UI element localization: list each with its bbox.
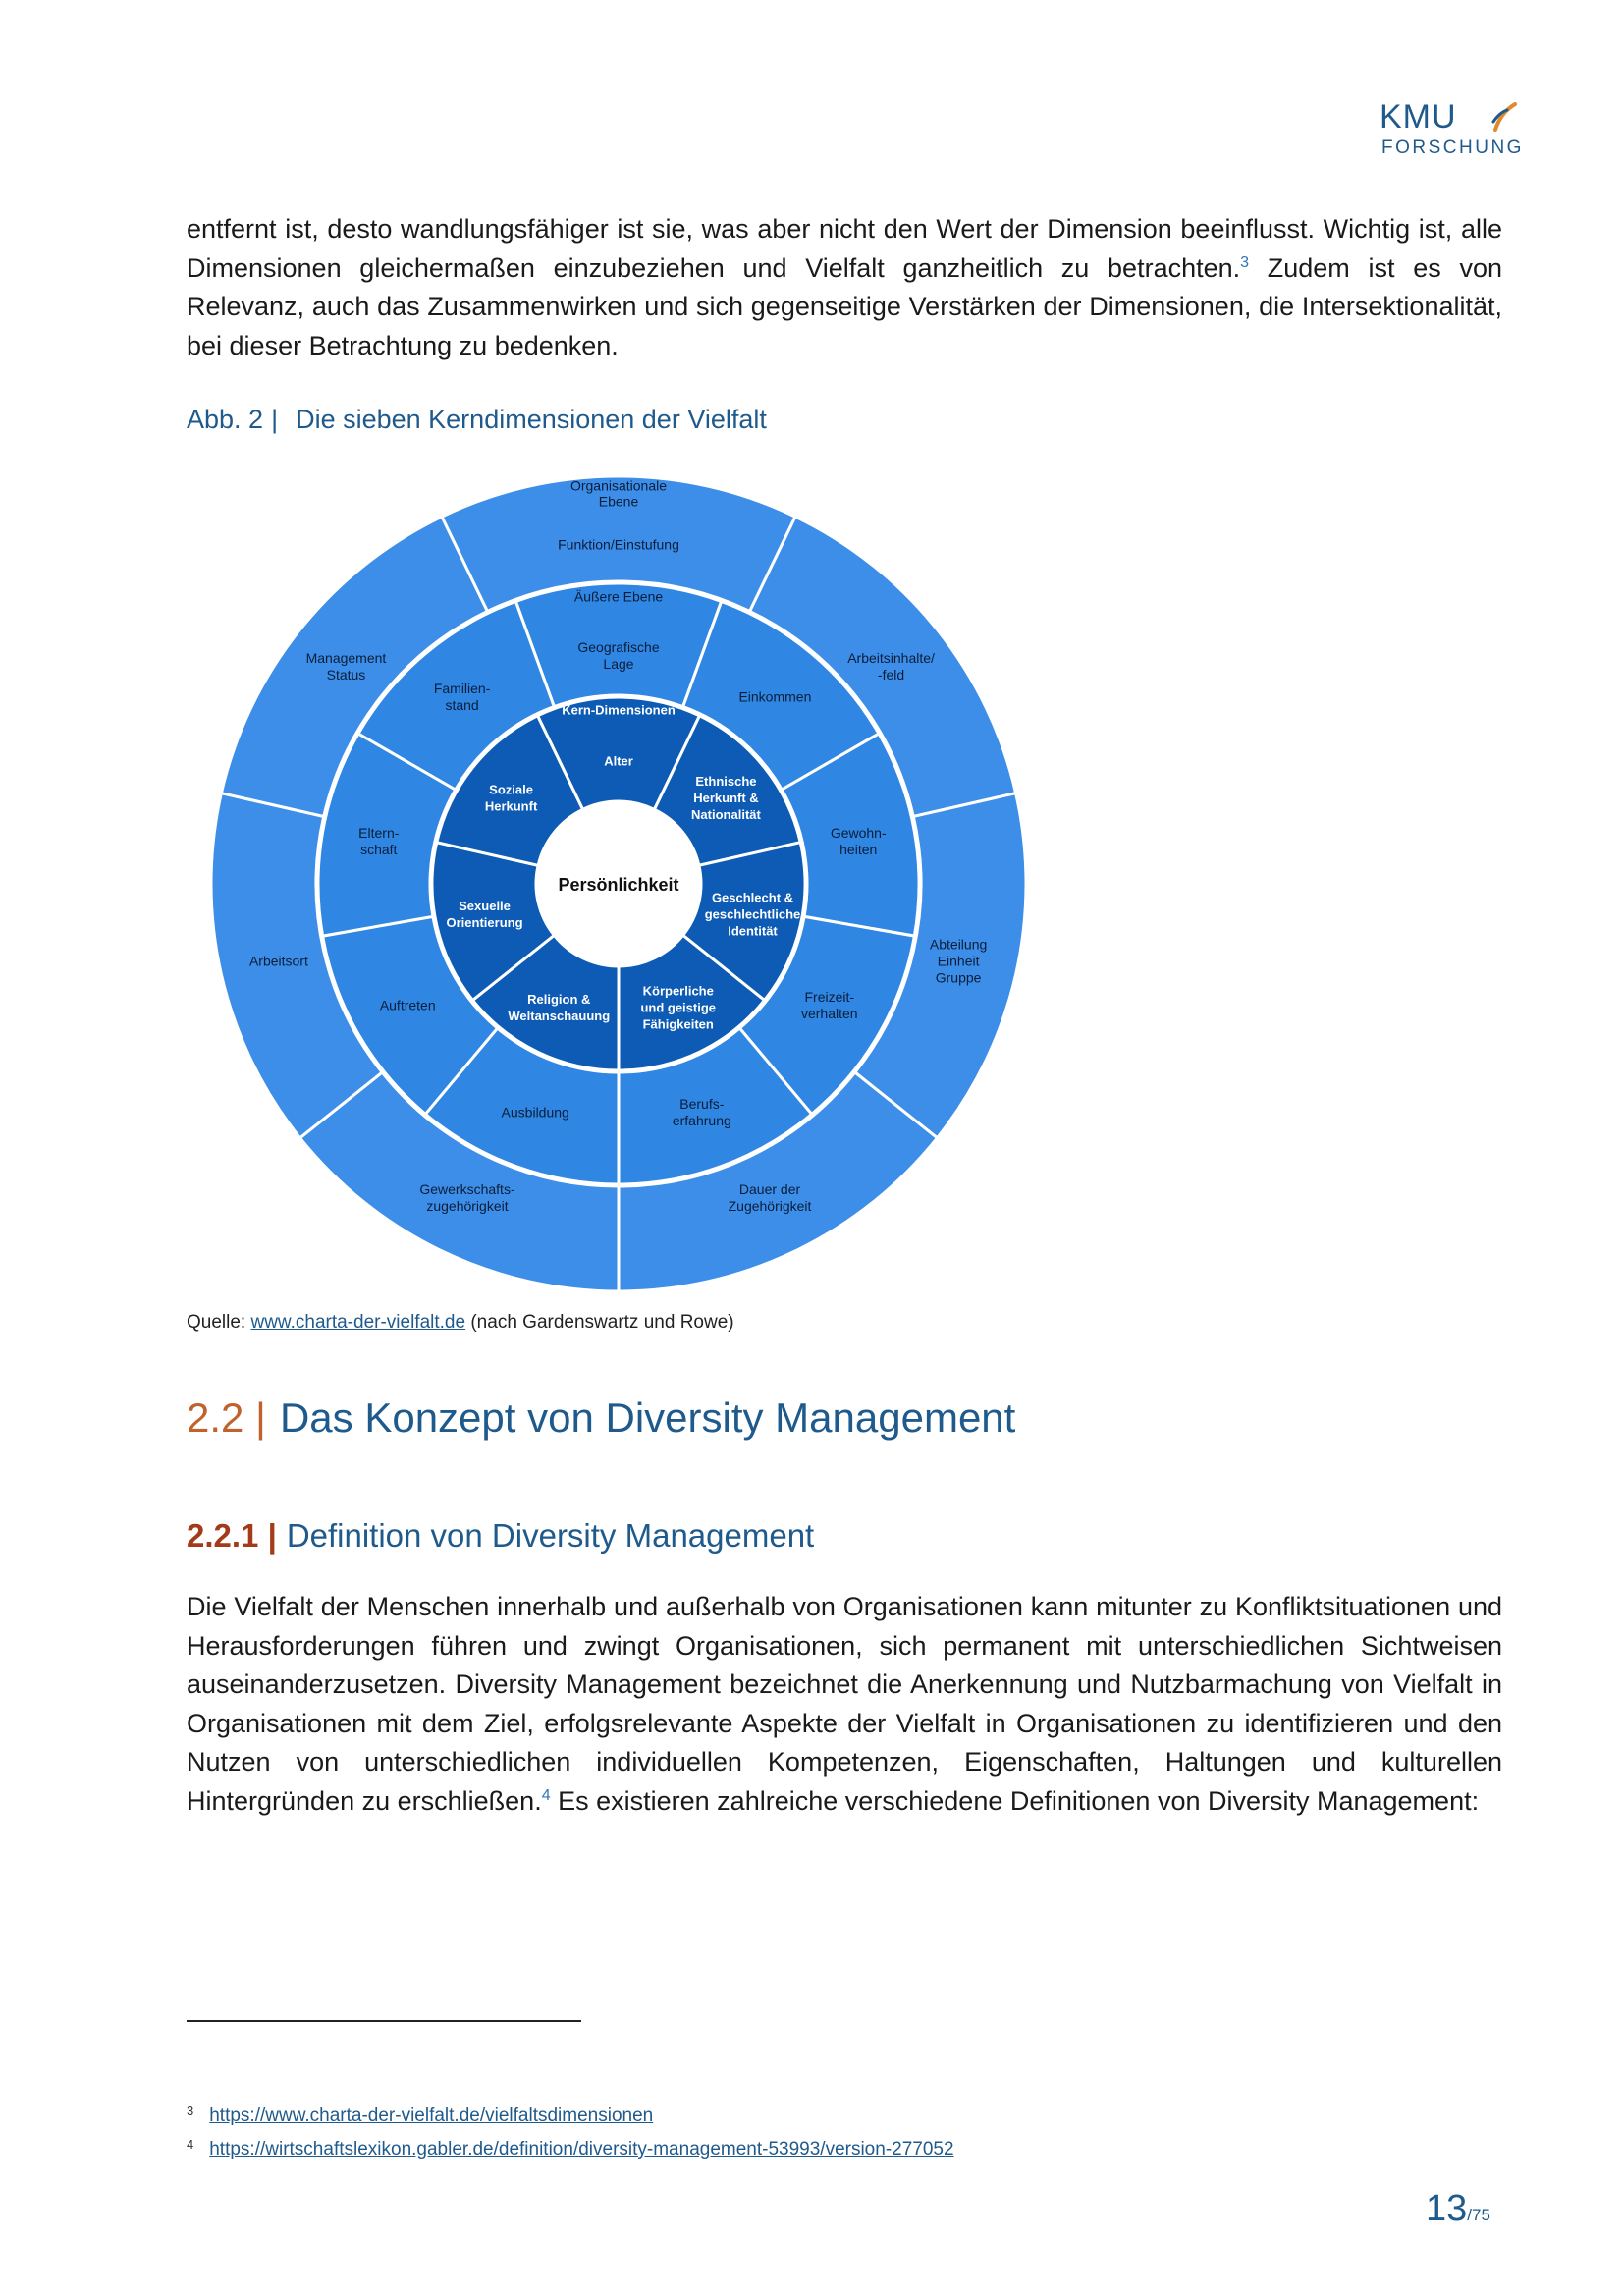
page-total: /75 xyxy=(1467,2206,1490,2224)
middle-ring-label: Geografische Lage xyxy=(577,639,660,673)
outer-ring-label: Arbeitsort xyxy=(248,953,308,969)
figure-label: Abb. 2 xyxy=(187,405,264,434)
inner-ring-label: Sexuelle Orientierung xyxy=(446,898,523,930)
body-text-1: Die Vielfalt der Menschen innerhalb und außerhalb von Organisationen kann mitunter zu Konfliktsituationen und Herausforderungen führen und zwingt Organisationen, sich permanent mit unterschiedlichen Sichtweisen auseinanderzusetzen. Diversity Management bezeichnet die Anerkennung und Nutzbarmachung von Vielfalt in Organisationen mit dem Ziel, erfolgsrelevante Aspekte der Vielfalt in Organisationen zu identifizieren und den Nutzen von unterschiedlichen individuellen Kompetenzen, Eigenschaften, Haltungen und kulturellen Hintergründen zu erschließen. xyxy=(187,1592,1502,1816)
footnote-link[interactable]: https://www.charta-der-vielfalt.de/vielfaltsdimensionen xyxy=(209,2105,654,2126)
inner-ring-title: Kern-Dimensionen xyxy=(562,702,676,718)
footnote-divider xyxy=(187,2020,581,2022)
logo-swoosh-icon xyxy=(1491,102,1517,132)
footnote-number: 4 xyxy=(187,2137,194,2152)
footnote-link[interactable]: https://wirtschaftslexikon.gabler.de/definition/diversity-management-53993/version-277052 xyxy=(209,2139,954,2159)
inner-ring-label: Soziale Herkunft xyxy=(484,782,538,814)
inner-ring-label: Körperliche und geistige Fähigkeiten xyxy=(640,983,717,1032)
outer-ring-label: Arbeitsinhalte/ -feld xyxy=(847,649,935,683)
middle-ring-title: Äußere Ebene xyxy=(573,588,664,605)
section-title: Das Konzept von Diversity Management xyxy=(279,1394,1016,1441)
body-text-2: Es existieren zahlreiche verschiedene Definitionen von Diversity Management: xyxy=(550,1785,1480,1816)
inner-ring-label: Religion & Weltanschauung xyxy=(508,991,611,1023)
footnote-ref-3[interactable]: 3 xyxy=(1240,253,1250,271)
middle-ring-label: Eltern-schaft xyxy=(358,825,400,858)
body-paragraph xyxy=(187,1588,1502,1821)
logo-main-text: KMU xyxy=(1380,98,1457,136)
outer-ring-label: Gewerkschafts-zugehörigkeit xyxy=(419,1181,515,1215)
middle-ring-label: Familien-stand xyxy=(433,681,491,714)
intro-text-1: entfernt ist, desto wandlungsfähiger ist sie, was aber nicht den Wert der Dimension beeinflusst. Wichtig ist, alle Dimensionen gleichermaßen einzubeziehen und Vielfalt ganzheitlich zu betrachten. xyxy=(187,214,1502,283)
logo-sub-text: FORSCHUNG xyxy=(1381,137,1524,158)
inner-ring-label: Alter xyxy=(604,753,633,769)
middle-ring-label: Freizeit-verhalten xyxy=(800,989,858,1022)
intro-paragraph xyxy=(187,210,1502,365)
middle-ring-label: Auftreten xyxy=(379,997,436,1013)
middle-ring-label: Einkommen xyxy=(738,688,812,705)
figure-separator: | xyxy=(271,405,279,434)
source-label: Quelle: xyxy=(187,1312,251,1333)
intro-text-2: Zudem ist es von Relevanz, auch das Zusammenwirken und sich gegenseitige Verstärken der Dimensionen, die Intersektionalität, bei dieser Betrachtung zu bedenken. xyxy=(187,252,1502,360)
inner-ring-label: Ethnische Herkunft & Nationalität xyxy=(691,774,761,823)
outer-ring-label: Abteilung Einheit Gruppe xyxy=(929,936,988,986)
outer-ring-label: Management Status xyxy=(305,649,387,683)
diversity-wheel xyxy=(187,466,1051,1301)
outer-ring-title: Organisationale Ebene xyxy=(569,477,668,510)
inner-ring-label: Geschlecht & geschlechtliche Identität xyxy=(704,890,801,939)
subsection-heading xyxy=(187,1517,814,1555)
figure-source xyxy=(187,1312,734,1334)
footnote-number: 3 xyxy=(187,2104,194,2118)
footnote-3 xyxy=(187,2104,653,2127)
center-label: Persönlichkeit xyxy=(558,875,679,895)
middle-ring-label: Ausbildung xyxy=(501,1104,569,1121)
outer-ring-label: Dauer der Zugehörigkeit xyxy=(728,1181,812,1215)
footnote-4 xyxy=(187,2137,954,2160)
subsection-number: 2.2.1 | xyxy=(187,1517,277,1554)
outer-ring-label: Funktion/Einstufung xyxy=(558,536,679,553)
section-heading xyxy=(187,1394,1015,1442)
footnote-ref-4[interactable]: 4 xyxy=(541,1786,551,1804)
section-number: 2.2 | xyxy=(187,1394,266,1441)
figure-title: Die sieben Kerndimensionen der Vielfalt xyxy=(296,405,767,434)
source-suffix: (nach Gardenswartz und Rowe) xyxy=(465,1312,734,1333)
middle-ring-label: Gewohn-heiten xyxy=(830,825,887,858)
kmu-forschung-logo xyxy=(1380,98,1524,167)
figure-caption xyxy=(187,405,767,435)
page-current: 13 xyxy=(1426,2188,1468,2229)
middle-ring-label: Berufs-erfahrung xyxy=(672,1096,731,1129)
subsection-title: Definition von Diversity Management xyxy=(286,1517,815,1554)
source-link[interactable]: www.charta-der-vielfalt.de xyxy=(250,1312,466,1333)
page-number xyxy=(1426,2188,1490,2230)
